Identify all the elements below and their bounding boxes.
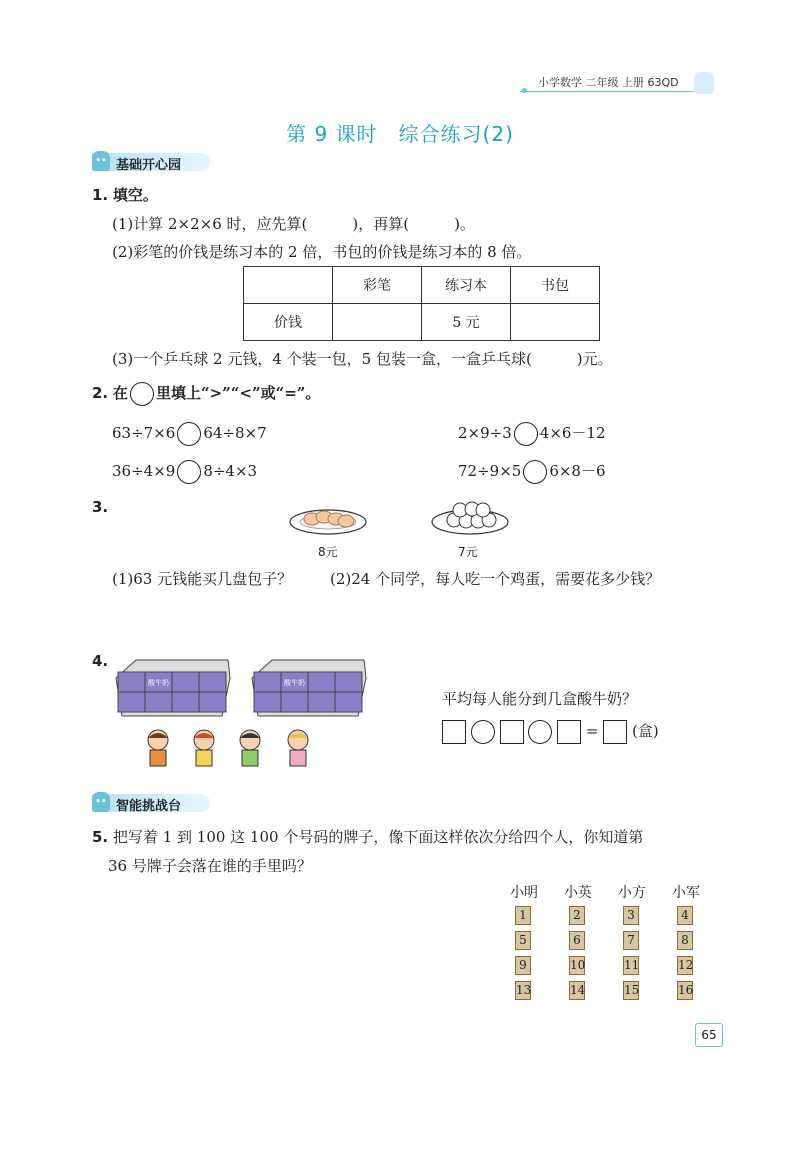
bear-icon: •• bbox=[92, 792, 110, 812]
compare-circle[interactable] bbox=[177, 460, 201, 484]
number-card: 5 bbox=[515, 931, 531, 950]
equals-sign: = bbox=[585, 722, 599, 740]
q4-question: 平均每人能分到几盒酸牛奶？ bbox=[442, 690, 638, 708]
expr-left: 36÷4×9 bbox=[112, 462, 176, 480]
table-header-cell: 彩笔 bbox=[333, 267, 422, 304]
q1-heading-text: 填空。 bbox=[112, 186, 158, 204]
q3-sub1: (1)63 元钱能买几盘包子？ bbox=[112, 570, 293, 588]
q4-number: 4. bbox=[92, 652, 109, 670]
expr-left: 63÷7×6 bbox=[112, 424, 176, 442]
table-cell[interactable] bbox=[333, 304, 422, 341]
person-name: 小军 bbox=[672, 885, 700, 901]
number-card: 14 bbox=[569, 981, 585, 1000]
q2-heading bbox=[92, 382, 320, 406]
person-name: 小明 bbox=[510, 885, 538, 901]
milk-label: 酸牛奶 bbox=[284, 679, 305, 687]
q1-part3: (3)一个乒乓球 2 元钱，4 个装一包，5 包装一盒，一盒乒乓球( )元。 bbox=[112, 350, 613, 368]
q1-part2: (2)彩笔的价钱是练习本的 2 倍，书包的价钱是练习本的 8 倍。 bbox=[112, 243, 532, 261]
q5-line2: 36 号牌子会落在谁的手里吗？ bbox=[108, 857, 312, 875]
unit-label: (盒) bbox=[632, 722, 659, 740]
expr-left: 2×9÷3 bbox=[458, 424, 512, 442]
q3-sub2: (2)24 个同学，每人吃一个鸡蛋，需要花多少钱？ bbox=[330, 570, 661, 588]
running-header bbox=[520, 72, 710, 94]
number-card: 1 bbox=[515, 906, 531, 925]
number-card: 15 bbox=[623, 981, 639, 1000]
q5-line1-text: 把写着 1 到 100 这 100 个号码的牌子，像下面这样依次分给四个人，你知道第 bbox=[112, 828, 644, 846]
q5-number: 5. bbox=[92, 828, 109, 846]
q2-number: 2. bbox=[92, 384, 109, 402]
section-basic-label: 基础开心园 bbox=[116, 158, 182, 173]
expr-right: 64÷8×7 bbox=[203, 424, 267, 442]
compare-circle[interactable] bbox=[514, 422, 538, 446]
q2-item bbox=[112, 422, 267, 446]
section-basic bbox=[92, 151, 222, 173]
number-card: 6 bbox=[569, 931, 585, 950]
number-card: 11 bbox=[623, 956, 639, 975]
number-card: 2 bbox=[569, 906, 585, 925]
expr-right: 8÷4×3 bbox=[203, 462, 258, 480]
q2-heading-a: 在 bbox=[112, 384, 128, 402]
table-cell[interactable] bbox=[511, 304, 600, 341]
egg-plate-image bbox=[288, 500, 368, 536]
page-title: 第 9 课时 综合练习(2) bbox=[286, 122, 514, 146]
q2-heading-b: 里填上“>”“<”或“=”。 bbox=[155, 384, 321, 402]
price-table bbox=[243, 266, 600, 341]
milk-label: 酸牛奶 bbox=[148, 679, 169, 687]
answer-box[interactable] bbox=[557, 720, 581, 744]
compare-circle[interactable] bbox=[177, 422, 201, 446]
number-card: 7 bbox=[623, 931, 639, 950]
answer-box[interactable] bbox=[500, 720, 524, 744]
table-cell: 5 元 bbox=[422, 304, 511, 341]
q1-heading bbox=[92, 184, 158, 205]
number-card: 9 bbox=[515, 956, 531, 975]
running-title: 小学数学 二年级 上册 63QD bbox=[538, 76, 679, 89]
number-card: 8 bbox=[677, 931, 693, 950]
table-header-cell: 书包 bbox=[511, 267, 600, 304]
q1-number: 1. bbox=[92, 186, 109, 204]
children-image bbox=[144, 728, 334, 774]
section-challenge-label: 智能挑战台 bbox=[116, 799, 182, 814]
answer-box[interactable] bbox=[603, 720, 627, 744]
milk-crate-1 bbox=[112, 658, 232, 720]
plate1-price: 8元 bbox=[318, 545, 338, 559]
answer-box[interactable] bbox=[442, 720, 466, 744]
bear-icon: •• bbox=[92, 151, 110, 171]
expr-right: 4×6－12 bbox=[539, 424, 606, 442]
page-number: 65 bbox=[695, 1023, 723, 1047]
table-header-cell bbox=[244, 267, 333, 304]
q3-number: 3. bbox=[92, 498, 109, 516]
table-header-cell: 练习本 bbox=[422, 267, 511, 304]
q2-item bbox=[458, 460, 606, 484]
bear-icon bbox=[694, 72, 714, 94]
bun-plate-image bbox=[430, 496, 510, 536]
q4-equation bbox=[442, 720, 659, 744]
person-name: 小英 bbox=[564, 885, 592, 901]
number-card: 12 bbox=[677, 956, 693, 975]
table-row-label: 价钱 bbox=[244, 304, 333, 341]
person-name: 小方 bbox=[618, 885, 646, 901]
q2-item bbox=[112, 460, 257, 484]
number-card: 4 bbox=[677, 906, 693, 925]
number-card: 10 bbox=[569, 956, 585, 975]
number-card: 3 bbox=[623, 906, 639, 925]
circle-blank-icon bbox=[130, 382, 154, 406]
expr-left: 72÷9×5 bbox=[458, 462, 522, 480]
q2-item bbox=[458, 422, 606, 446]
number-card: 16 bbox=[677, 981, 693, 1000]
compare-circle[interactable] bbox=[523, 460, 547, 484]
q5-line1 bbox=[92, 826, 643, 847]
plate2-price: 7元 bbox=[458, 545, 478, 559]
section-challenge bbox=[92, 792, 222, 814]
number-card: 13 bbox=[515, 981, 531, 1000]
milk-crate-2 bbox=[248, 658, 368, 720]
operator-circle[interactable] bbox=[471, 720, 495, 744]
operator-circle[interactable] bbox=[528, 720, 552, 744]
q1-part1: (1)计算 2×2×6 时，应先算( )，再算( )。 bbox=[112, 215, 475, 233]
expr-right: 6×8－6 bbox=[549, 462, 606, 480]
